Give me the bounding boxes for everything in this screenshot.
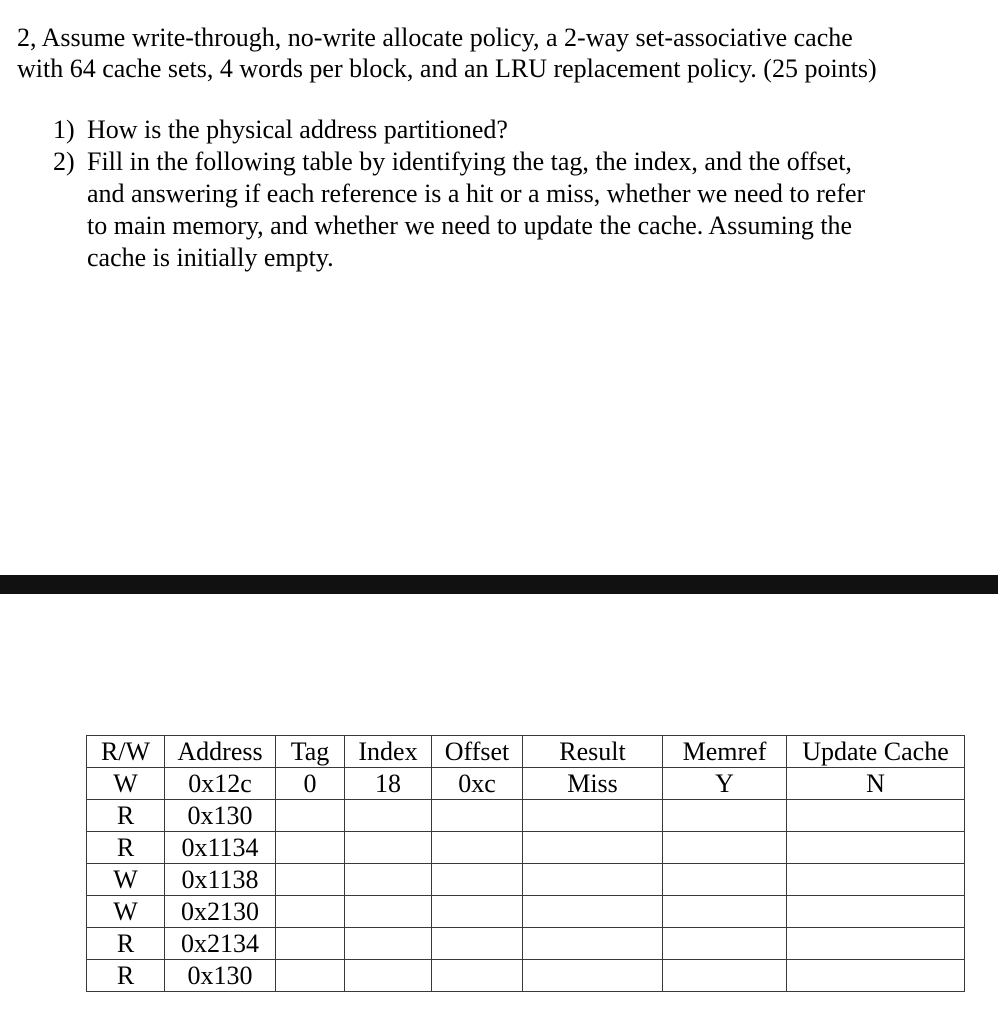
subquestion-1: [53, 114, 973, 146]
header-index: Index: [345, 736, 432, 768]
cell-index: [345, 800, 432, 832]
cell-memref: [663, 800, 787, 832]
cell-tag: 0: [276, 768, 345, 800]
page-divider-bar: [0, 575, 998, 594]
cell-tag: [276, 896, 345, 928]
header-result: Result: [523, 736, 663, 768]
header-rw: R/W: [87, 736, 165, 768]
cell-rw: R: [87, 832, 165, 864]
subquestion-text: to main memory, and whether we need to update the cache. Assuming the: [87, 211, 853, 240]
cell-result: [523, 864, 663, 896]
cell-rw: R: [87, 800, 165, 832]
cell-address: 0x12c: [165, 768, 276, 800]
cell-memref: [663, 928, 787, 960]
cell-update-cache: [787, 864, 965, 896]
cell-rw: W: [87, 768, 165, 800]
subquestion-text: Fill in the following table by identifying the tag, the index, and the offset,: [87, 147, 852, 176]
table-row: [87, 800, 965, 832]
subquestion-2: [53, 146, 973, 274]
cell-update-cache: N: [787, 768, 965, 800]
cell-tag: [276, 864, 345, 896]
cell-address: 0x130: [165, 960, 276, 992]
cell-memref: [663, 864, 787, 896]
cell-result: [523, 832, 663, 864]
table-row: [87, 864, 965, 896]
cell-address: 0x130: [165, 800, 276, 832]
cell-address: 0x1138: [165, 864, 276, 896]
cell-rw: R: [87, 928, 165, 960]
subquestion-text: How is the physical address partitioned?: [87, 115, 508, 144]
header-offset: Offset: [432, 736, 523, 768]
cell-memref: Y: [663, 768, 787, 800]
subquestion-text: cache is initially empty.: [87, 243, 334, 272]
cell-offset: [432, 800, 523, 832]
table-row: [87, 960, 965, 992]
table-row: [87, 896, 965, 928]
cell-memref: [663, 832, 787, 864]
cell-index: [345, 864, 432, 896]
cell-address: 0x2134: [165, 928, 276, 960]
cell-result: [523, 928, 663, 960]
cell-update-cache: [787, 800, 965, 832]
header-address: Address: [165, 736, 276, 768]
cell-index: [345, 896, 432, 928]
table-row: [87, 768, 965, 800]
cell-tag: [276, 960, 345, 992]
cell-offset: [432, 928, 523, 960]
subquestion-text: and answering if each reference is a hit or a miss, whether we need to refer: [87, 179, 866, 208]
cell-offset: [432, 864, 523, 896]
table-row: [87, 928, 965, 960]
cell-tag: [276, 832, 345, 864]
cell-update-cache: [787, 832, 965, 864]
cell-index: [345, 832, 432, 864]
cell-update-cache: [787, 896, 965, 928]
cell-memref: [663, 960, 787, 992]
cell-memref: [663, 896, 787, 928]
subquestion-number: 1): [53, 115, 75, 144]
cell-result: [523, 896, 663, 928]
cell-result: [523, 800, 663, 832]
table-row: [87, 832, 965, 864]
cell-rw: W: [87, 864, 165, 896]
question-line: 2, Assume write-through, no-write allocate policy, a 2-way set-associative cache: [17, 23, 853, 52]
cell-result: Miss: [523, 768, 663, 800]
cell-index: [345, 928, 432, 960]
cell-address: 0x1134: [165, 832, 276, 864]
cell-offset: [432, 832, 523, 864]
question-text: [17, 22, 992, 84]
table-header-row: [87, 736, 965, 768]
cell-index: 18: [345, 768, 432, 800]
subquestion-list: [53, 114, 973, 274]
cell-offset: [432, 960, 523, 992]
cell-offset: 0xc: [432, 768, 523, 800]
cache-reference-table: [86, 735, 965, 992]
cell-offset: [432, 896, 523, 928]
cell-rw: R: [87, 960, 165, 992]
cell-rw: W: [87, 896, 165, 928]
cell-update-cache: [787, 928, 965, 960]
cell-address: 0x2130: [165, 896, 276, 928]
header-tag: Tag: [276, 736, 345, 768]
subquestion-number: 2): [53, 147, 75, 176]
header-memref: Memref: [663, 736, 787, 768]
header-update-cache: Update Cache: [787, 736, 965, 768]
question-line: with 64 cache sets, 4 words per block, and an LRU replacement policy. (25 points): [17, 54, 877, 83]
cell-update-cache: [787, 960, 965, 992]
cell-tag: [276, 928, 345, 960]
cell-result: [523, 960, 663, 992]
cell-tag: [276, 800, 345, 832]
cell-index: [345, 960, 432, 992]
